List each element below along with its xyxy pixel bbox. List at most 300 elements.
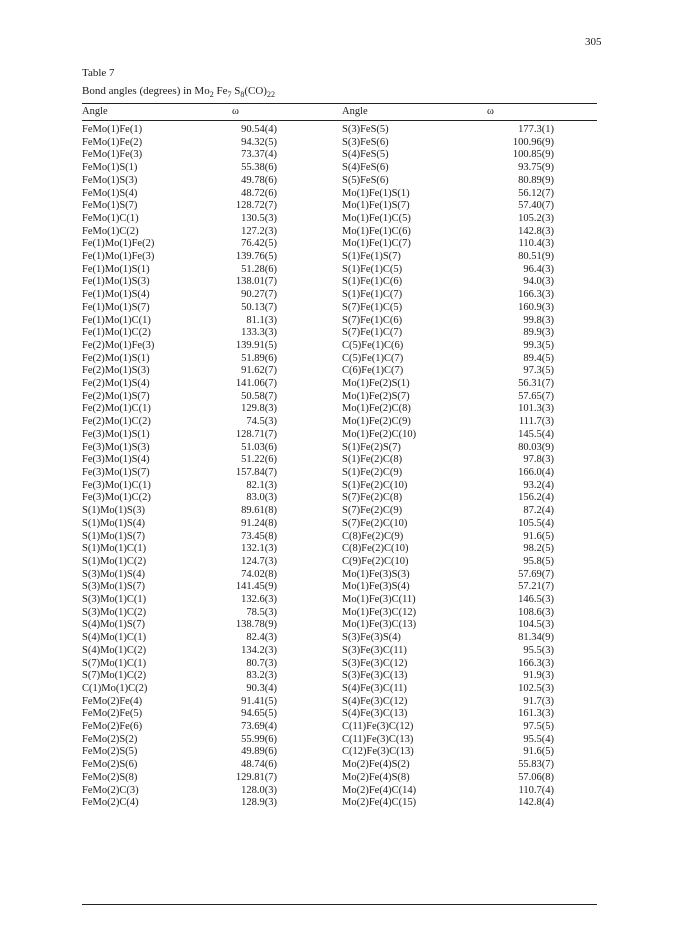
spacer — [277, 226, 342, 239]
table-row — [82, 403, 597, 416]
omega-cell: 73.69(4) — [241, 721, 277, 733]
angle-cell: FeMo(2)Fe(5) — [82, 708, 143, 720]
spacer — [277, 696, 342, 709]
angle-cell: S(3)FeS(5) — [342, 124, 389, 135]
spacer — [277, 175, 342, 188]
angle-cell: S(1)Fe(2)C(9) — [342, 466, 403, 478]
angle-cell: S(1)Mo(1)S(7) — [82, 530, 145, 542]
spacer — [554, 251, 597, 264]
table-caption: Bond angles (degrees) in $Mo_2$ $Fe_7$ $S_8(CO)_{22}$ — [82, 85, 275, 100]
spacer — [277, 442, 342, 455]
omega-cell: 93.2(4) — [523, 479, 554, 491]
omega-cell: 56.31(7) — [518, 378, 554, 390]
table-row — [82, 734, 597, 747]
angle-cell: FeMo(2)S(8) — [82, 771, 138, 783]
table-row — [82, 772, 597, 785]
table-row — [82, 416, 597, 429]
angle-cell: S(7)Fe(2)C(9) — [342, 505, 403, 517]
omega-cell: 141.06(7) — [235, 378, 277, 390]
omega-cell: 90.27(7) — [241, 289, 277, 301]
angle-cell: S(3)Mo(1)C(2) — [82, 606, 147, 618]
table-row — [82, 632, 597, 645]
table-row — [82, 264, 597, 277]
angle-cell: FeMo(2)S(6) — [82, 759, 138, 771]
omega-cell: 73.37(4) — [241, 149, 277, 161]
angle-cell: Fe(2)Mo(1)S(7) — [82, 390, 150, 402]
omega-cell: 99.3(5) — [523, 339, 554, 351]
angle-cell: FeMo(1)Fe(2) — [82, 136, 143, 148]
table-bottom-rule — [82, 904, 597, 905]
omega-cell: 81.1(3) — [246, 314, 277, 326]
omega-cell: 104.5(3) — [518, 619, 554, 631]
spacer — [554, 785, 597, 798]
angle-cell: S(4)Fe(3)C(12) — [342, 695, 408, 707]
table-row — [82, 746, 597, 759]
omega-cell: 57.65(7) — [518, 390, 554, 402]
omega-cell: 80.7(3) — [246, 657, 277, 669]
spacer — [554, 543, 597, 556]
angle-cell: Fe(3)Mo(1)S(7) — [82, 466, 150, 478]
table-row — [82, 378, 597, 391]
omega-cell: 74.02(8) — [241, 568, 277, 580]
angle-cell: S(3)Fe(3)C(11) — [342, 644, 407, 656]
omega-cell: 95.5(3) — [523, 644, 554, 656]
angle-cell: Fe(1)Mo(1)S(7) — [82, 301, 150, 313]
spacer — [554, 213, 597, 226]
spacer — [277, 645, 342, 658]
angle-cell: C(1)Mo(1)C(2) — [82, 682, 148, 694]
omega-cell: 110.4(3) — [518, 238, 554, 250]
spacer — [277, 797, 342, 810]
omega-cell: 82.1(3) — [246, 479, 277, 491]
angle-cell: Fe(3)Mo(1)S(4) — [82, 454, 150, 466]
angle-cell: Mo(2)Fe(4)C(15) — [342, 797, 417, 809]
omega-cell: 55.83(7) — [518, 759, 554, 771]
spacer — [277, 619, 342, 632]
spacer — [554, 658, 597, 671]
angle-cell: FeMo(1)S(4) — [82, 187, 138, 199]
spacer — [277, 658, 342, 671]
spacer — [554, 645, 597, 658]
omega-cell: 51.28(6) — [241, 263, 277, 275]
spacer — [554, 480, 597, 493]
header-angle-right: Angle — [342, 106, 368, 117]
spacer — [554, 721, 597, 734]
omega-cell: 57.06(8) — [518, 771, 554, 783]
table-row — [82, 226, 597, 239]
angle-cell: Mo(1)Fe(1)C(7) — [342, 238, 411, 250]
angle-cell: Fe(3)Mo(1)S(3) — [82, 441, 150, 453]
angle-cell: Fe(2)Mo(1)C(2) — [82, 416, 151, 428]
table-row — [82, 492, 597, 505]
spacer — [277, 581, 342, 594]
omega-cell: 48.74(6) — [241, 759, 277, 771]
omega-cell: 100.85(9) — [512, 149, 554, 161]
spacer — [554, 759, 597, 772]
angle-cell: Fe(2)Mo(1)S(4) — [82, 378, 150, 390]
angle-cell: Fe(1)Mo(1)Fe(2) — [82, 238, 155, 250]
omega-cell: 89.4(5) — [523, 352, 554, 364]
table-row — [82, 531, 597, 544]
spacer — [277, 200, 342, 213]
table-row — [82, 645, 597, 658]
omega-cell: 132.1(3) — [241, 543, 277, 555]
spacer — [554, 175, 597, 188]
omega-cell: 89.61(8) — [241, 505, 277, 517]
angle-cell: S(3)Fe(3)C(12) — [342, 657, 408, 669]
spacer — [554, 442, 597, 455]
table-row — [82, 670, 597, 683]
spacer — [277, 264, 342, 277]
angle-cell: S(1)Fe(2)C(8) — [342, 454, 403, 466]
omega-cell: 156.2(4) — [518, 492, 554, 504]
table-row — [82, 213, 597, 226]
spacer — [277, 480, 342, 493]
omega-cell: 105.2(3) — [518, 212, 554, 224]
table-row — [82, 708, 597, 721]
angle-cell: Mo(2)Fe(4)S(2) — [342, 759, 410, 771]
table-row — [82, 188, 597, 201]
table-row — [82, 365, 597, 378]
omega-cell: 91.41(5) — [241, 695, 277, 707]
spacer — [554, 746, 597, 759]
spacer — [554, 670, 597, 683]
spacer — [277, 238, 342, 251]
spacer — [554, 188, 597, 201]
angle-cell: S(7)Fe(2)C(10) — [342, 517, 408, 529]
angle-cell: Fe(3)Mo(1)C(2) — [82, 492, 151, 504]
spacer — [554, 315, 597, 328]
omega-cell: 95.8(5) — [523, 555, 554, 567]
omega-cell: 139.76(5) — [235, 251, 277, 263]
angle-cell: S(3)Mo(1)S(4) — [82, 568, 145, 580]
table-row — [82, 162, 597, 175]
omega-cell: 48.72(6) — [241, 187, 277, 199]
header-omega-left: ω — [232, 106, 239, 117]
table-row — [82, 454, 597, 467]
angle-cell: S(4)Mo(1)C(2) — [82, 644, 147, 656]
angle-cell: S(4)Mo(1)C(1) — [82, 632, 147, 644]
omega-cell: 99.8(3) — [523, 314, 554, 326]
spacer — [554, 594, 597, 607]
angle-cell: S(1)Fe(1)C(5) — [342, 263, 403, 275]
omega-cell: 51.22(6) — [241, 454, 277, 466]
angle-cell: S(3)Mo(1)S(7) — [82, 581, 145, 593]
omega-cell: 91.62(7) — [241, 365, 277, 377]
omega-cell: 142.8(4) — [518, 797, 554, 809]
table-row — [82, 353, 597, 366]
spacer — [554, 124, 597, 137]
spacer — [277, 632, 342, 645]
omega-cell: 73.45(8) — [241, 530, 277, 542]
angle-cell: S(7)Fe(1)C(6) — [342, 314, 403, 326]
spacer — [277, 721, 342, 734]
spacer — [554, 302, 597, 315]
omega-cell: 50.58(7) — [241, 390, 277, 402]
omega-cell: 56.12(7) — [518, 187, 554, 199]
spacer — [277, 467, 342, 480]
omega-cell: 95.5(4) — [523, 733, 554, 745]
omega-cell: 57.21(7) — [518, 581, 554, 593]
spacer — [554, 556, 597, 569]
table-row — [82, 442, 597, 455]
spacer — [554, 353, 597, 366]
angle-cell: C(5)Fe(1)C(7) — [342, 352, 404, 364]
table-row — [82, 683, 597, 696]
omega-cell: 76.42(5) — [241, 238, 277, 250]
table-row — [82, 175, 597, 188]
omega-cell: 89.9(3) — [523, 327, 554, 339]
table-row — [82, 658, 597, 671]
spacer — [554, 696, 597, 709]
omega-cell: 91.24(8) — [241, 517, 277, 529]
table-row — [82, 569, 597, 582]
omega-cell: 146.5(3) — [518, 594, 554, 606]
omega-cell: 97.5(5) — [523, 721, 554, 733]
angle-cell: Fe(1)Mo(1)S(3) — [82, 276, 150, 288]
table-row — [82, 289, 597, 302]
spacer — [554, 238, 597, 251]
spacer — [554, 162, 597, 175]
omega-cell: 128.9(3) — [241, 797, 277, 809]
spacer — [277, 569, 342, 582]
table-row — [82, 556, 597, 569]
omega-cell: 74.5(3) — [246, 416, 277, 428]
table-row — [82, 581, 597, 594]
omega-cell: 138.01(7) — [235, 276, 277, 288]
angle-cell: S(4)Mo(1)S(7) — [82, 619, 145, 631]
spacer — [554, 340, 597, 353]
omega-cell: 51.03(6) — [241, 441, 277, 453]
omega-cell: 102.5(3) — [518, 682, 554, 694]
angle-cell: Fe(1)Mo(1)C(1) — [82, 314, 151, 326]
spacer — [554, 327, 597, 340]
spacer — [554, 416, 597, 429]
table-row — [82, 200, 597, 213]
spacer — [554, 607, 597, 620]
spacer — [277, 124, 342, 137]
angle-cell: S(3)Fe(3)C(13) — [342, 670, 408, 682]
spacer — [554, 619, 597, 632]
spacer — [554, 518, 597, 531]
spacer — [554, 632, 597, 645]
angle-cell: Fe(2)Mo(1)S(1) — [82, 352, 150, 364]
spacer — [554, 365, 597, 378]
omega-cell: 83.0(3) — [246, 492, 277, 504]
spacer — [277, 492, 342, 505]
omega-cell: 105.5(4) — [518, 517, 554, 529]
omega-cell: 127.2(3) — [241, 225, 277, 237]
angle-cell: S(7)Mo(1)C(2) — [82, 670, 147, 682]
page-number: 305 — [585, 36, 602, 48]
omega-cell: 160.9(3) — [518, 301, 554, 313]
spacer — [554, 454, 597, 467]
angle-cell: Mo(1)Fe(2)S(7) — [342, 390, 410, 402]
angle-cell: FeMo(1)C(2) — [82, 225, 139, 237]
angle-cell: FeMo(1)C(1) — [82, 212, 139, 224]
spacer — [554, 137, 597, 150]
spacer — [554, 581, 597, 594]
table-row — [82, 391, 597, 404]
angle-cell: Mo(1)Fe(2)C(10) — [342, 428, 417, 440]
omega-cell: 166.0(4) — [518, 466, 554, 478]
spacer — [277, 543, 342, 556]
spacer — [277, 315, 342, 328]
omega-cell: 141.45(9) — [235, 581, 277, 593]
spacer — [554, 531, 597, 544]
table-row — [82, 276, 597, 289]
angle-cell: FeMo(1)S(7) — [82, 200, 138, 212]
table-row — [82, 238, 597, 251]
spacer — [554, 708, 597, 721]
table-header-rule — [82, 120, 597, 121]
spacer — [277, 759, 342, 772]
table-row — [82, 327, 597, 340]
angle-cell: S(7)Fe(2)C(8) — [342, 492, 403, 504]
angle-cell: S(7)Fe(1)C(5) — [342, 301, 403, 313]
angle-cell: S(1)Mo(1)C(1) — [82, 543, 147, 555]
omega-cell: 94.32(5) — [241, 136, 277, 148]
table-row — [82, 505, 597, 518]
omega-cell: 94.0(3) — [523, 276, 554, 288]
angle-cell: FeMo(2)C(4) — [82, 797, 139, 809]
angle-cell: FeMo(2)C(3) — [82, 784, 139, 796]
spacer — [554, 797, 597, 810]
spacer — [277, 607, 342, 620]
omega-cell: 101.3(3) — [518, 403, 554, 415]
table-row — [82, 594, 597, 607]
table-row — [82, 429, 597, 442]
spacer — [277, 137, 342, 150]
omega-cell: 91.7(3) — [523, 695, 554, 707]
angle-cell: S(7)Fe(1)C(7) — [342, 327, 403, 339]
spacer — [277, 251, 342, 264]
angle-cell: Mo(1)Fe(3)C(12) — [342, 606, 417, 618]
angle-cell: Mo(1)Fe(2)C(9) — [342, 416, 411, 428]
table-row — [82, 315, 597, 328]
angle-cell: C(8)Fe(2)C(10) — [342, 543, 409, 555]
omega-cell: 166.3(3) — [518, 289, 554, 301]
table-top-rule — [82, 103, 597, 104]
spacer — [277, 403, 342, 416]
angle-cell: FeMo(1)Fe(1) — [82, 124, 143, 135]
spacer — [554, 403, 597, 416]
angle-cell: C(5)Fe(1)C(6) — [342, 339, 404, 351]
omega-cell: 82.4(3) — [246, 632, 277, 644]
spacer — [277, 518, 342, 531]
angle-cell: C(11)Fe(3)C(13) — [342, 733, 414, 745]
table-label: Table 7 — [82, 67, 115, 79]
spacer — [277, 531, 342, 544]
angle-cell: Fe(3)Mo(1)S(1) — [82, 428, 150, 440]
omega-cell: 177.3(1) — [518, 124, 554, 135]
angle-cell: Mo(1)Fe(2)C(8) — [342, 403, 411, 415]
spacer — [277, 289, 342, 302]
omega-cell: 91.9(3) — [523, 670, 554, 682]
angle-cell: C(6)Fe(1)C(7) — [342, 365, 404, 377]
omega-cell: 130.5(3) — [241, 212, 277, 224]
omega-cell: 51.89(6) — [241, 352, 277, 364]
spacer — [554, 276, 597, 289]
angle-cell: S(5)FeS(6) — [342, 174, 389, 186]
spacer — [554, 492, 597, 505]
spacer — [277, 391, 342, 404]
table-row — [82, 607, 597, 620]
omega-cell: 87.2(4) — [523, 505, 554, 517]
spacer — [554, 505, 597, 518]
angle-cell: S(3)FeS(6) — [342, 136, 389, 148]
angle-cell: FeMo(2)Fe(4) — [82, 695, 143, 707]
omega-cell: 81.34(9) — [518, 632, 554, 644]
spacer — [277, 785, 342, 798]
spacer — [277, 708, 342, 721]
omega-cell: 49.78(6) — [241, 174, 277, 186]
omega-cell: 110.7(4) — [518, 784, 554, 796]
angle-cell: Mo(1)Fe(3)C(13) — [342, 619, 417, 631]
angle-cell: C(12)Fe(3)C(13) — [342, 746, 414, 758]
header-omega-right: ω — [487, 106, 494, 117]
angle-cell: FeMo(2)Fe(6) — [82, 721, 143, 733]
spacer — [554, 289, 597, 302]
table-row — [82, 696, 597, 709]
omega-cell: 78.5(3) — [246, 606, 277, 618]
spacer — [277, 302, 342, 315]
omega-cell: 134.2(3) — [241, 644, 277, 656]
omega-cell: 111.7(3) — [518, 416, 554, 428]
angle-cell: Mo(2)Fe(4)S(8) — [342, 771, 410, 783]
omega-cell: 94.65(5) — [241, 708, 277, 720]
angle-cell: FeMo(1)S(1) — [82, 162, 138, 174]
spacer — [277, 378, 342, 391]
angle-cell: S(7)Mo(1)C(1) — [82, 657, 147, 669]
omega-cell: 50.13(7) — [241, 301, 277, 313]
spacer — [277, 746, 342, 759]
angle-cell: Fe(1)Mo(1)S(1) — [82, 263, 150, 275]
spacer — [277, 276, 342, 289]
omega-cell: 138.78(9) — [235, 619, 277, 631]
spacer — [277, 454, 342, 467]
table-row — [82, 759, 597, 772]
omega-cell: 129.81(7) — [235, 771, 277, 783]
spacer — [277, 162, 342, 175]
omega-cell: 166.3(3) — [518, 657, 554, 669]
omega-cell: 97.3(5) — [523, 365, 554, 377]
angle-cell: Mo(1)Fe(3)S(4) — [342, 581, 410, 593]
spacer — [554, 772, 597, 785]
spacer — [277, 594, 342, 607]
table-row — [82, 340, 597, 353]
angle-cell: S(3)Fe(3)S(4) — [342, 632, 401, 644]
table-row — [82, 543, 597, 556]
spacer — [554, 149, 597, 162]
omega-cell: 133.3(3) — [241, 327, 277, 339]
omega-cell: 80.89(9) — [518, 174, 554, 186]
omega-cell: 98.2(5) — [523, 543, 554, 555]
omega-cell: 57.69(7) — [518, 568, 554, 580]
angle-cell: Fe(1)Mo(1)Fe(3) — [82, 251, 155, 263]
angle-cell: Mo(1)Fe(1)S(7) — [342, 200, 410, 212]
omega-cell: 124.7(3) — [241, 555, 277, 567]
omega-cell: 96.4(3) — [523, 263, 554, 275]
omega-cell: 91.6(5) — [523, 746, 554, 758]
spacer — [554, 378, 597, 391]
spacer — [554, 391, 597, 404]
angle-cell: S(1)Mo(1)S(3) — [82, 505, 145, 517]
omega-cell: 90.54(4) — [241, 124, 277, 135]
spacer — [277, 734, 342, 747]
angle-cell: S(4)FeS(6) — [342, 162, 389, 174]
omega-cell: 161.3(3) — [518, 708, 554, 720]
